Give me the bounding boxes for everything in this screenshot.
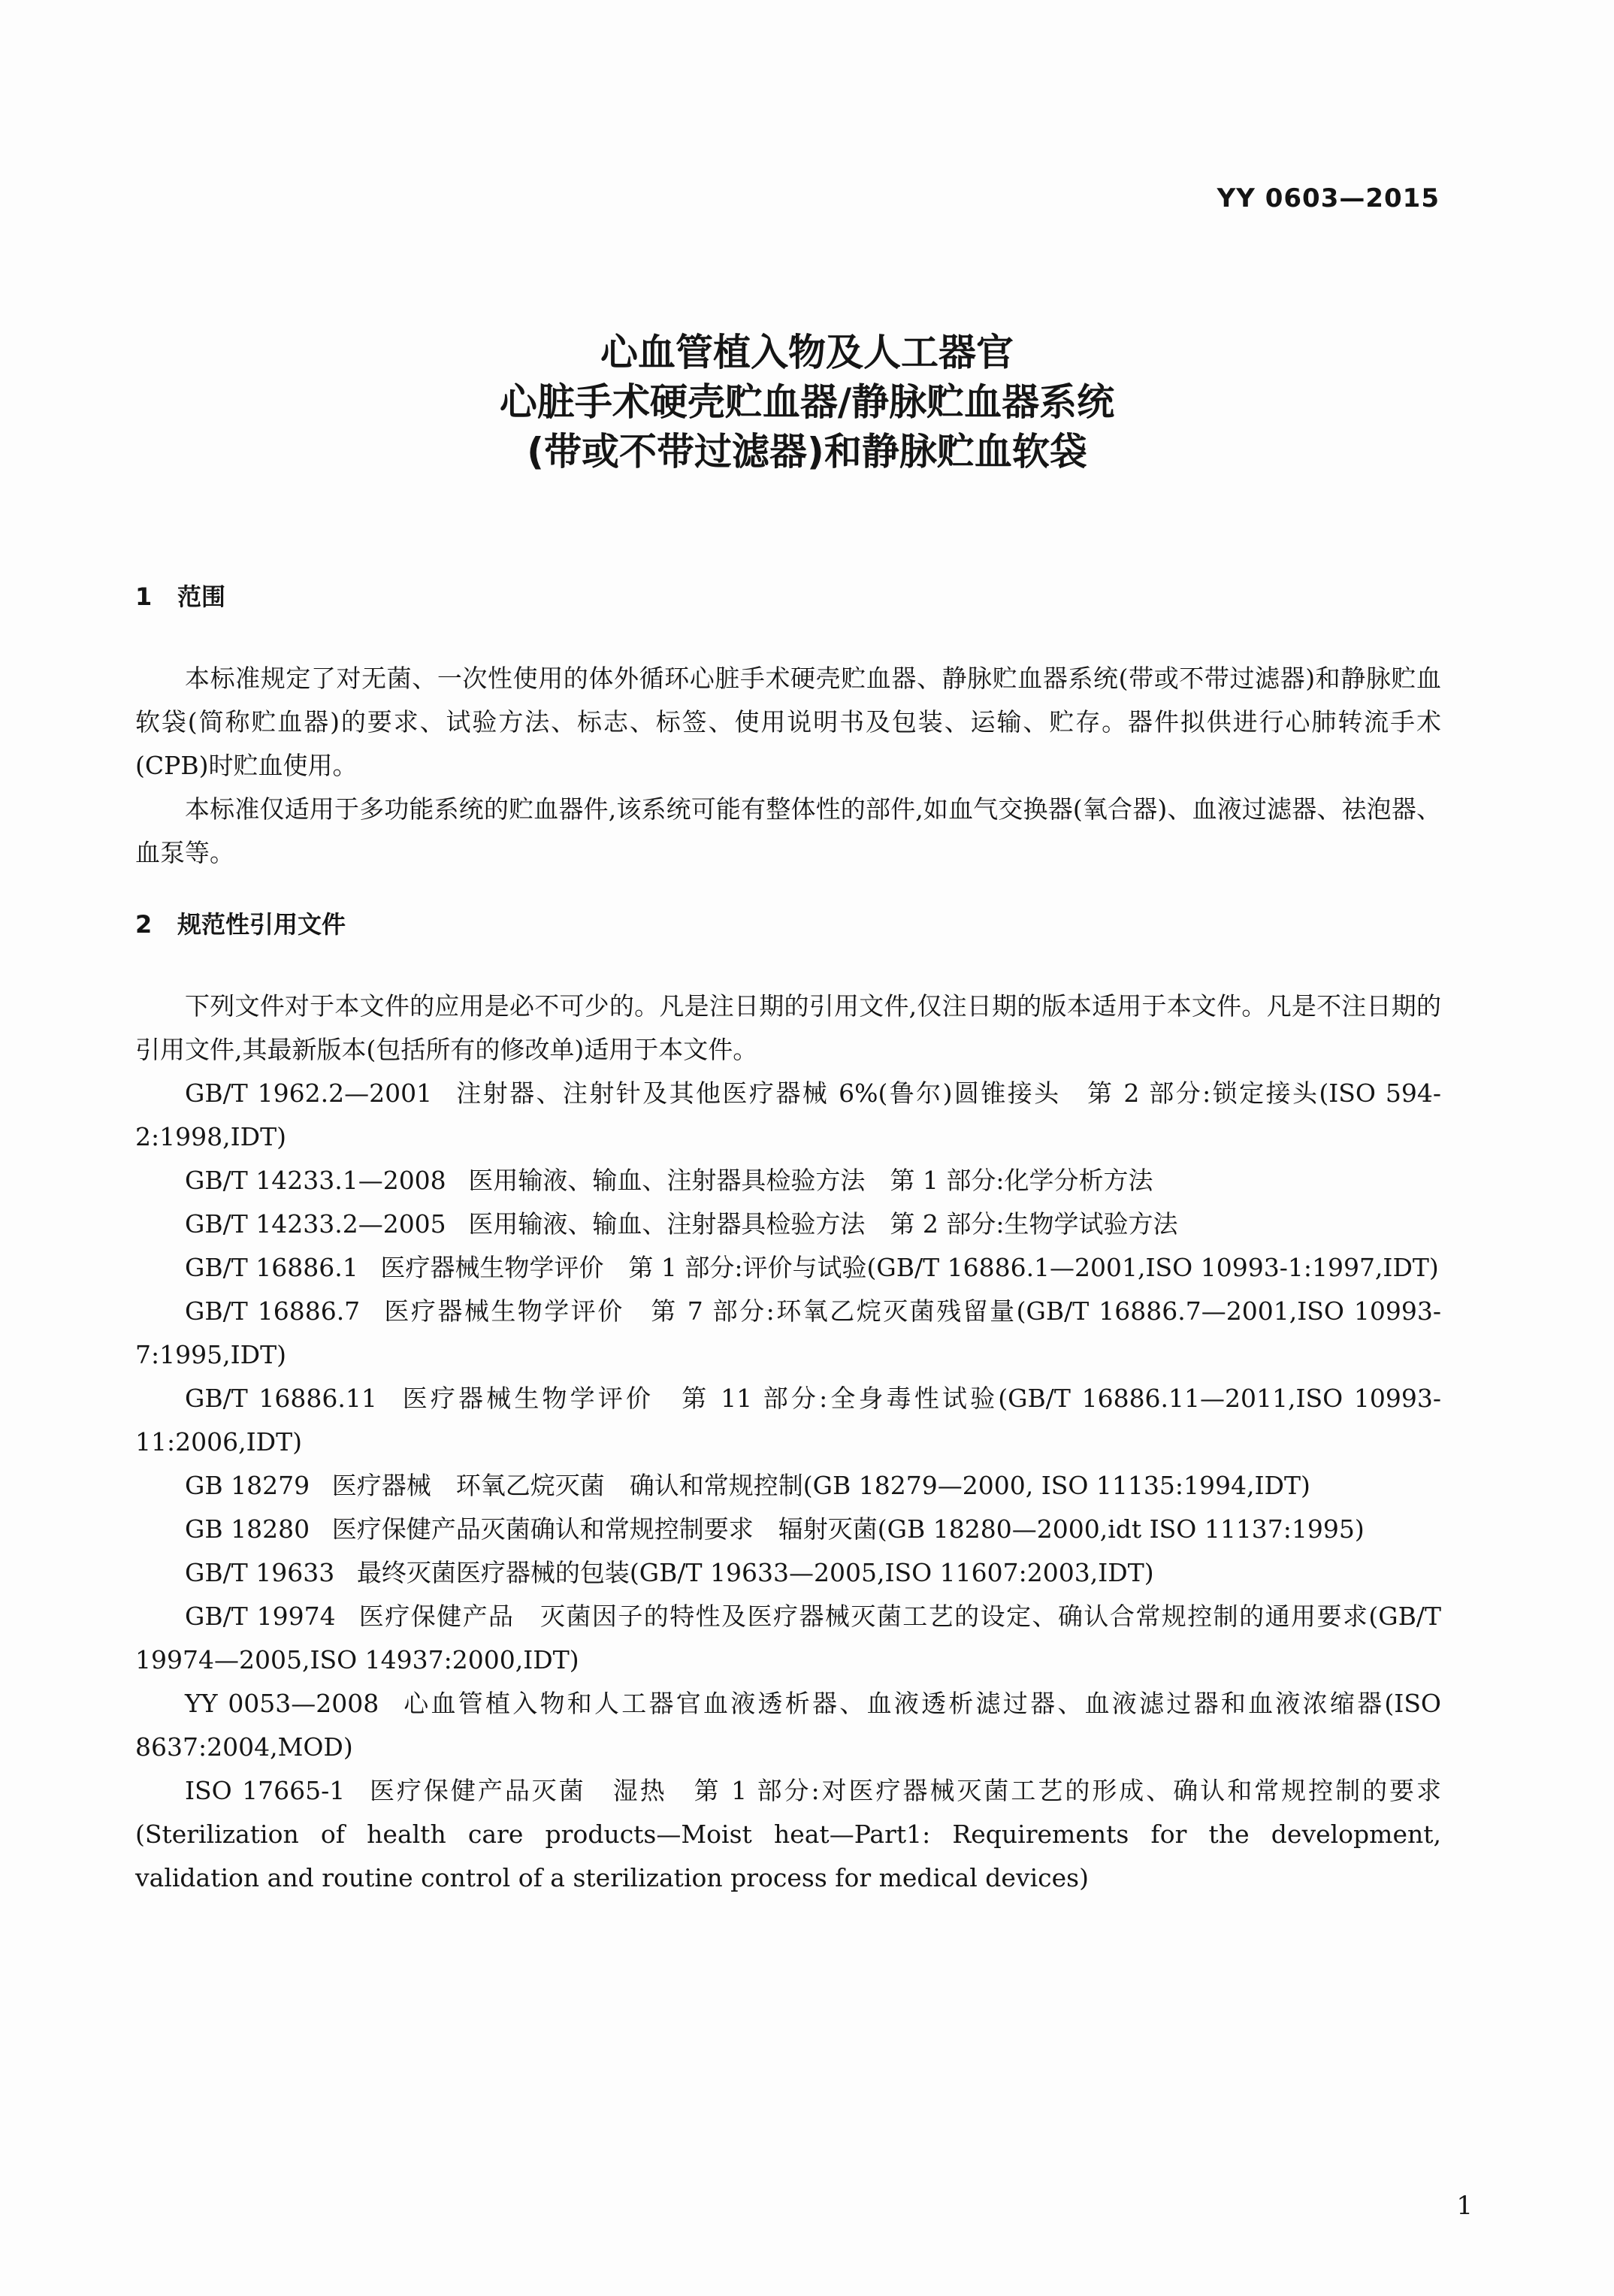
reference-title: 心血管植入物和人工器官血液透析器、血液透析滤过器、血液滤过器和血液浓缩器(ISO 8637:2004,MOD) [135,1689,1441,1762]
reference-title: 医用输液、输血、注射器具检验方法 第 1 部分:化学分析方法 [468,1166,1153,1195]
reference-entry [135,1769,1441,1900]
reference-code: GB/T 16886.1 [185,1253,358,1282]
reference-entry [135,1551,1441,1595]
reference-title: 医疗器械生物学评价 第 11 部分:全身毒性试验(GB/T 16886.11—2011,ISO 10993-11:2006,IDT) [135,1384,1441,1457]
reference-entry [135,1246,1441,1290]
reference-list [135,1072,1441,1900]
section-title: 规范性引用文件 [177,910,346,939]
reference-code: GB 18280 [185,1514,310,1544]
section-title: 范围 [177,582,226,611]
reference-title: 医疗保健产品 灭菌因子的特性及医疗器械灭菌工艺的设定、确认合常规控制的通用要求(GB/T 19974—2005,ISO 14937:2000,IDT) [135,1602,1441,1674]
reference-entry [135,1377,1441,1464]
reference-code: GB/T 14233.1—2008 [185,1166,446,1195]
reference-code: YY 0053—2008 [185,1689,379,1718]
section-1-paragraph: 本标准规定了对无菌、一次性使用的体外循环心脏手术硬壳贮血器、静脉贮血器系统(带或不带过滤器)和静脉贮血软袋(简称贮血器)的要求、试验方法、标志、标签、使用说明书及包装、运输、贮存。器件拟供进行心肺转流手术(CPB)时贮血使用。 [135,664,1441,780]
reference-title: 医疗器械生物学评价 第 1 部分:评价与试验(GB/T 16886.1—2001,ISO 10993-1:1997,IDT) [380,1253,1439,1282]
reference-entry [135,1159,1441,1202]
standard-number: YY 0603—2015 [1217,183,1440,213]
reference-entry [135,1202,1441,1246]
section-number: 1 [135,582,153,611]
reference-code: GB/T 1962.2—2001 [185,1078,433,1108]
section-2-heading [135,906,1441,942]
page-number: 1 [1456,2191,1473,2221]
reference-title: 医疗器械 环氧乙烷灭菌 确认和常规控制(GB 18279—2000, ISO 11135:1994,IDT) [331,1471,1310,1500]
reference-code: GB/T 16886.11 [185,1384,377,1413]
section-1-paragraph: 本标准仅适用于多功能系统的贮血器件,该系统可能有整体性的部件,如血气交换器(氧合器)、血液过滤器、祛泡器、血泵等。 [135,794,1441,867]
reference-entry [135,1464,1441,1508]
reference-entry [135,1508,1441,1551]
reference-entry [135,1072,1441,1159]
reference-code: GB/T 14233.2—2005 [185,1209,446,1239]
reference-code: GB/T 19974 [185,1602,336,1631]
section-1-heading [135,579,1441,615]
reference-code: ISO 17665-1 [185,1776,346,1805]
section-2-intro: 下列文件对于本文件的应用是必不可少的。凡是注日期的引用文件,仅注日期的版本适用于本文件。凡是不注日期的引用文件,其最新版本(包括所有的修改单)适用于本文件。 [135,991,1441,1064]
reference-title: 医疗保健产品灭菌 湿热 第 1 部分:对医疗器械灭菌工艺的形成、确认和常规控制的要求(Sterilization of health care products—Moist heat—Part1: Requirements for the development, validation and routine control of a sterilization process for medical devices) [135,1776,1442,1892]
reference-title: 注射器、注射针及其他医疗器械 6%(鲁尔)圆锥接头 第 2 部分:锁定接头(ISO 594-2:1998,IDT) [135,1078,1441,1151]
reference-title: 医用输液、输血、注射器具检验方法 第 2 部分:生物学试验方法 [468,1209,1178,1239]
reference-code: GB 18279 [185,1471,310,1500]
title-line-3: (带或不带过滤器)和静脉贮血软袋 [527,430,1087,473]
reference-code: GB/T 16886.7 [185,1296,361,1326]
title-line-1: 心血管植入物及人工器官 [600,331,1014,374]
reference-title: 医疗保健产品灭菌确认和常规控制要求 辐射灭菌(GB 18280—2000,idt ISO 11137:1995) [331,1514,1365,1544]
reference-entry [135,1595,1441,1682]
document-body [135,579,1441,1900]
reference-title: 医疗器械生物学评价 第 7 部分:环氧乙烷灭菌残留量(GB/T 16886.7—2001,ISO 10993-7:1995,IDT) [135,1296,1441,1369]
reference-title: 最终灭菌医疗器械的包装(GB/T 19633—2005,ISO 11607:2003,IDT) [356,1558,1154,1587]
section-number: 2 [135,910,153,939]
reference-entry [135,1682,1441,1769]
reference-code: GB/T 19633 [185,1558,335,1587]
reference-entry [135,1290,1441,1377]
document-title [0,328,1614,476]
title-line-2: 心脏手术硬壳贮血器/静脉贮血器系统 [499,380,1115,424]
